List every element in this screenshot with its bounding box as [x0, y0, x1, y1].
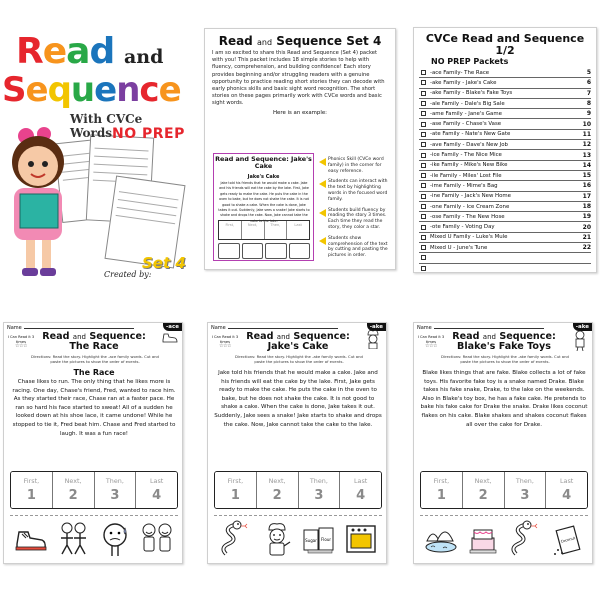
read-stars-box: [417, 335, 445, 349]
kids-racing-picture[interactable]: [52, 518, 94, 559]
example-story-title: Jake's Cake: [247, 174, 280, 180]
toc-checkbox[interactable]: [421, 101, 426, 106]
sequence-number: 4: [356, 488, 366, 503]
toc-row: [419, 233, 591, 243]
toc-row-page: 21: [582, 233, 591, 241]
cover-page: [0, 30, 186, 280]
worksheet-story-name: The Race: [69, 341, 119, 353]
toc-row: [419, 78, 591, 88]
sequence-box[interactable]: [53, 472, 95, 508]
sequence-row: [214, 471, 382, 509]
sequence-word: Next,: [474, 477, 492, 485]
sequence-number: 2: [272, 488, 282, 503]
toc-row-page: 19: [582, 213, 591, 221]
example-title: Read and Sequence: Jake's Cake: [215, 155, 312, 170]
toc-row: [419, 150, 591, 160]
toc-row: [419, 89, 591, 99]
toc-checkbox[interactable]: [421, 80, 426, 85]
worksheet-blakes-fake-toys: [413, 322, 593, 564]
word-family-tag: -ace: [163, 323, 182, 331]
sequence-number: 3: [314, 488, 324, 503]
toc-row-title: -ote Family - Voting Day: [430, 224, 495, 231]
sequence-word: Last: [353, 477, 368, 485]
star-icons[interactable]: ☆☆☆: [425, 343, 437, 350]
word-family-tag: -ake: [573, 323, 592, 331]
corner-illustration: [364, 329, 382, 353]
toc-row-page: 5: [586, 69, 591, 77]
toc-checkbox[interactable]: [421, 245, 426, 250]
example-seq-cell: Next,: [242, 221, 265, 239]
girl-reading-illustration: [0, 124, 80, 280]
callout-item: Students can interact with the text by highlighting words in the focused word family.: [319, 179, 393, 202]
toc-row-title: -ave Family - Dave's New Job: [430, 141, 508, 148]
intro-title: Read and Sequence Set 4: [218, 34, 382, 48]
toc-row-title: -ake Family - Blake's Fake Toys: [430, 90, 513, 97]
sequence-word: Then,: [105, 477, 124, 485]
toc-checkbox[interactable]: [421, 214, 426, 219]
shoe-picture[interactable]: [10, 518, 52, 559]
cover-badge: NO PREP: [112, 126, 185, 142]
toc-checkbox[interactable]: [421, 266, 426, 271]
example-seq-cell: Then,: [265, 221, 288, 239]
toc-checkbox[interactable]: [421, 132, 426, 137]
cut-paste-picture-row: [10, 515, 178, 559]
toc-row: [419, 140, 591, 150]
example-picture: [242, 243, 264, 259]
toc-checkbox[interactable]: [421, 235, 426, 240]
toc-row-title: -ime Family - Mime's Bag: [430, 182, 498, 189]
sequence-number: 1: [26, 488, 36, 503]
word-family-tag: -ake: [367, 323, 386, 331]
toc-row-page: 15: [582, 172, 591, 180]
toc-row: [419, 130, 591, 140]
stars-label: I Can Read it 3 times: [7, 335, 35, 344]
sequence-number: 3: [110, 488, 120, 503]
sequence-word: Next,: [64, 477, 82, 485]
toc-row-title: Mixed U Family - Luke's Mule: [430, 234, 508, 241]
story-text: Chase likes to run. The only thing that he likes more is racing. One day, Chase's friend, Fred, wanted to race him. As they started their race, Chase ran at a faster pace. He ran so hard his face started to sweat! All of a sudden he looked down at his shoe lace, it came undone! While he stopped to tie it, Fred beat him. Chase and Fred started to laugh. It was a fun race!: [12, 379, 176, 437]
sequence-row: [420, 471, 588, 509]
sequence-box[interactable]: [215, 472, 257, 508]
toc-row: [419, 161, 591, 171]
toc-row: [419, 68, 591, 78]
toc-page: [413, 27, 597, 273]
worksheet-jakes-cake: [207, 322, 387, 564]
sequence-box[interactable]: [463, 472, 505, 508]
sequence-word: First,: [227, 477, 244, 485]
toc-row-title: -ale Family - Dale's Big Sale: [430, 100, 505, 107]
example-story: Jake told his friends that he would make a cake. Jake and his friends will eat the cake by the lake. First, Jake gets ready to make the cake. He puts the cake in the oven to bake, but he does not shake the cake. It is not good to shake a cake. When the cake is done, Jake takes it out. Suddenly, Jake sees a snake! Jake starts to shake and drops the cake. Now, Jake cannot take the cake to the lake.: [218, 181, 310, 223]
toc-row-page: 7: [586, 89, 591, 97]
corner-illustration: [572, 329, 588, 355]
intro-page: [204, 28, 396, 270]
toc-checkbox[interactable]: [421, 91, 426, 96]
intro-body: I am so excited to share this Read and Sequence (Set 4) packet with you! This packet includes 18 simple stories to help with fluency, comprehension, and building confidence! Each story provides beginning and/or struggling readers with a genuine opportunity to practice reading short stories they can decode with early phonics skills and basic sight word recognition. The short stories on these pages primarily work with CVCe words and basic sight words.: [212, 50, 385, 107]
example-seq-cell: Last: [294, 223, 302, 227]
toc-row-title: -ace Family- The Race: [430, 69, 490, 76]
toc-row-title: Mixed U - June's Tune: [430, 244, 488, 251]
sequence-word: Then,: [309, 477, 328, 485]
toc-row-page: 20: [582, 223, 591, 231]
sweating-face-picture[interactable]: [94, 518, 136, 559]
toc-checkbox[interactable]: [421, 163, 426, 168]
story-text: Blake likes things that are fake. Blake collects a lot of fake toys. His favorite fake toy is a snake named Drake. Blake takes his fake snake, Drake, to the lake on the weekends. Also in Blake's toy box, he has a fake cake. He pretends to bake his fake cake for Drake the snake. Drake likes coconut flakes on his cake. Blake shakes and shakes coconut flakes all over the cake for Drake.: [420, 370, 588, 428]
cover-set-label: Set 4: [142, 254, 186, 272]
worksheet-story-name: Blake's Fake Toys: [457, 341, 551, 353]
worksheet-title: Read and Sequence: Jake's Cake: [246, 331, 350, 353]
cover-title-sequence: Sequence: [2, 70, 181, 110]
star-icons[interactable]: ☆☆☆: [219, 343, 231, 350]
toc-checkbox[interactable]: [421, 204, 426, 209]
toc-checkbox[interactable]: [421, 194, 426, 199]
directions-text: Directions: Read the story. Highlight the -ake family words. Cut and paste the pictures to show the order of events.: [235, 354, 363, 364]
example-sequence-row: [218, 220, 310, 240]
sequence-number: 2: [68, 488, 78, 503]
toc-row-title: -one Family - Ice Cream Zone: [430, 203, 510, 210]
toc-row: [419, 171, 591, 181]
sequence-number: 3: [520, 488, 530, 503]
toc-row: [419, 222, 591, 232]
sequence-number: 4: [562, 488, 572, 503]
toc-row-title: -ike Family - Mike's New Bike: [430, 162, 508, 169]
toc-row: [419, 202, 591, 212]
worksheet-title: Read and Sequence: Blake's Fake Toys: [452, 331, 556, 353]
toc-row-page: 22: [582, 244, 591, 252]
sequence-number: 4: [152, 488, 162, 503]
sequence-box[interactable]: [340, 472, 381, 508]
toc-title: CVCe Read and Sequence 1/2: [425, 32, 585, 57]
example-seq-cell: First,: [219, 221, 242, 239]
sequence-number: 1: [230, 488, 240, 503]
worksheet-title: Read and Sequence: The Race: [42, 331, 146, 353]
intro-example-label: Here is an example:: [273, 109, 327, 116]
toc-row-page: 18: [582, 203, 591, 210]
toc-row-title: -ake Family - Jake's Cake: [430, 79, 497, 86]
toc-row: [419, 253, 591, 263]
sequence-word: Next,: [268, 477, 286, 485]
toc-checkbox[interactable]: [421, 111, 426, 116]
name-field-label: Name: [417, 325, 544, 331]
example-picture: [265, 243, 287, 259]
stars-label: I Can Read it 3 times: [417, 335, 445, 344]
toc-row-title: -ase Family - Chase's Vase: [430, 121, 502, 128]
toc-checkbox[interactable]: [421, 153, 426, 158]
oven-picture[interactable]: [340, 518, 382, 559]
toc-row-page: 12: [582, 141, 591, 149]
name-field-label: Name: [7, 325, 134, 331]
toc-row: [419, 181, 591, 191]
name-field-label: Name: [211, 325, 338, 331]
cut-paste-picture-row: [420, 515, 588, 559]
cake-picture[interactable]: [462, 518, 504, 559]
worksheet-story-name: Jake's Cake: [267, 341, 329, 353]
sequence-box[interactable]: [299, 472, 341, 508]
toc-checkbox[interactable]: [421, 142, 426, 147]
toc-row-page: 8: [586, 100, 591, 108]
example-picture-row: [218, 243, 310, 259]
lake-picture[interactable]: [420, 518, 462, 559]
sugar-flour-picture[interactable]: [298, 518, 340, 559]
callout-list: [319, 157, 393, 264]
svg-text:Coconut: Coconut: [560, 535, 576, 544]
toc-row-page: 13: [582, 151, 591, 159]
flakes-box-picture[interactable]: [546, 518, 588, 559]
cover-created-by: Created by:: [104, 270, 152, 279]
cover-title-read: Read: [16, 31, 115, 72]
toc-checkbox[interactable]: [421, 173, 426, 178]
toc-checkbox[interactable]: [421, 70, 426, 75]
cut-paste-picture-row: [214, 515, 382, 559]
toc-subtitle: NO PREP Packets: [431, 57, 509, 66]
directions-text: Directions: Read the story. Highlight the -ace family words. Cut and paste the pictures to show the order of events.: [31, 354, 159, 364]
toc-checkbox[interactable]: [421, 255, 426, 260]
toc-row: [419, 212, 591, 222]
toc-row-page: 11: [582, 130, 591, 138]
toc-row-title: -ose Family - The New Hose: [430, 213, 505, 220]
toc-row-page: 6: [586, 79, 591, 87]
toc-row: [419, 119, 591, 129]
toc-row: [419, 109, 591, 119]
corner-illustration: [162, 329, 178, 348]
sequence-box[interactable]: [136, 472, 177, 508]
cover-subtitle: With CVCe Words: [70, 112, 143, 140]
toc-checkbox[interactable]: [421, 225, 426, 230]
callout-item: Students build fluency by reading the story 3 times. Each time they read the story, they color a star.: [319, 208, 393, 231]
sequence-word: First,: [23, 477, 40, 485]
stars-label: I Can Read it 3 times: [211, 335, 239, 344]
boy-icon: [572, 329, 588, 351]
sequence-row: [10, 471, 178, 509]
snake-picture[interactable]: [214, 518, 256, 559]
toc-list: [419, 68, 591, 273]
toc-checkbox[interactable]: [421, 183, 426, 188]
example-picture: [289, 243, 311, 259]
sequence-number: 1: [436, 488, 446, 503]
story-title: The Race: [73, 368, 115, 377]
directions-text: Directions: Read the story. Highlight the -ake family words. Cut and paste the pictures to show the order of events.: [441, 354, 569, 364]
toc-row-page: 14: [582, 161, 591, 169]
sequence-word: Then,: [515, 477, 534, 485]
example-picture: [218, 243, 240, 259]
sequence-box[interactable]: [421, 472, 463, 508]
snake-picture[interactable]: [504, 518, 546, 559]
svg-text:Flour: Flour: [320, 536, 332, 542]
boys-laughing-picture[interactable]: [136, 518, 178, 559]
sequence-box[interactable]: [95, 472, 137, 508]
read-stars-box: [211, 335, 239, 349]
sequence-word: First,: [433, 477, 450, 485]
toc-row: [419, 243, 591, 253]
toc-row-title: -ate Family - Nate's New Gate: [430, 131, 511, 138]
toc-row-page: 16: [582, 182, 591, 190]
sequence-word: Last: [149, 477, 164, 485]
toc-row-page: 10: [582, 120, 591, 128]
toc-row-title: -ice Family - The Nice Mice: [430, 152, 502, 159]
example-worksheet: [213, 153, 314, 261]
cover-title-and: and: [124, 46, 164, 68]
sequence-number: 2: [478, 488, 488, 503]
worksheet-race: [3, 322, 183, 564]
sequence-box[interactable]: [505, 472, 547, 508]
toc-row-title: -ine Family - Jack's New Home: [430, 193, 511, 200]
sequence-box[interactable]: [546, 472, 587, 508]
star-icons[interactable]: ☆☆☆: [15, 343, 27, 350]
toc-row-page: 9: [586, 110, 591, 118]
sneaker-icon: [162, 332, 178, 344]
toc-row-page: 17: [582, 192, 591, 200]
sequence-box[interactable]: [257, 472, 299, 508]
callout-item: Students show comprehension of the text by cutting and pasting the pictures in order.: [319, 236, 393, 259]
sequence-word: Last: [559, 477, 574, 485]
callout-item: Phonics Skill (CVCe word family) in the corner for easy reference.: [319, 157, 393, 174]
toc-row-title: -ame Family - Jane's Game: [430, 110, 502, 117]
toc-row: [419, 99, 591, 109]
toc-row: [419, 264, 591, 273]
chef-boy-picture[interactable]: [256, 518, 298, 559]
read-stars-box: [7, 335, 35, 349]
toc-row: [419, 192, 591, 202]
toc-row-title: -ile Family - Miles' Lost File: [430, 172, 502, 179]
toc-checkbox[interactable]: [421, 122, 426, 127]
sequence-box[interactable]: [11, 472, 53, 508]
svg-text:Sugar: Sugar: [305, 537, 317, 543]
story-text: Jake told his friends that he would make a cake. Jake and his friends will eat the cake by the lake. First, Jake gets ready to make the cake. He puts the cake in the oven to bake, but he does not shake the cake. It is not good to shake a cake. When the cake is done, Jake takes it out. Suddenly, Jake sees a snake! Jake starts to shake and drops the cake. Now, Jake cannot take the cake to the lake.: [214, 370, 382, 428]
chef-icon: [364, 329, 382, 349]
